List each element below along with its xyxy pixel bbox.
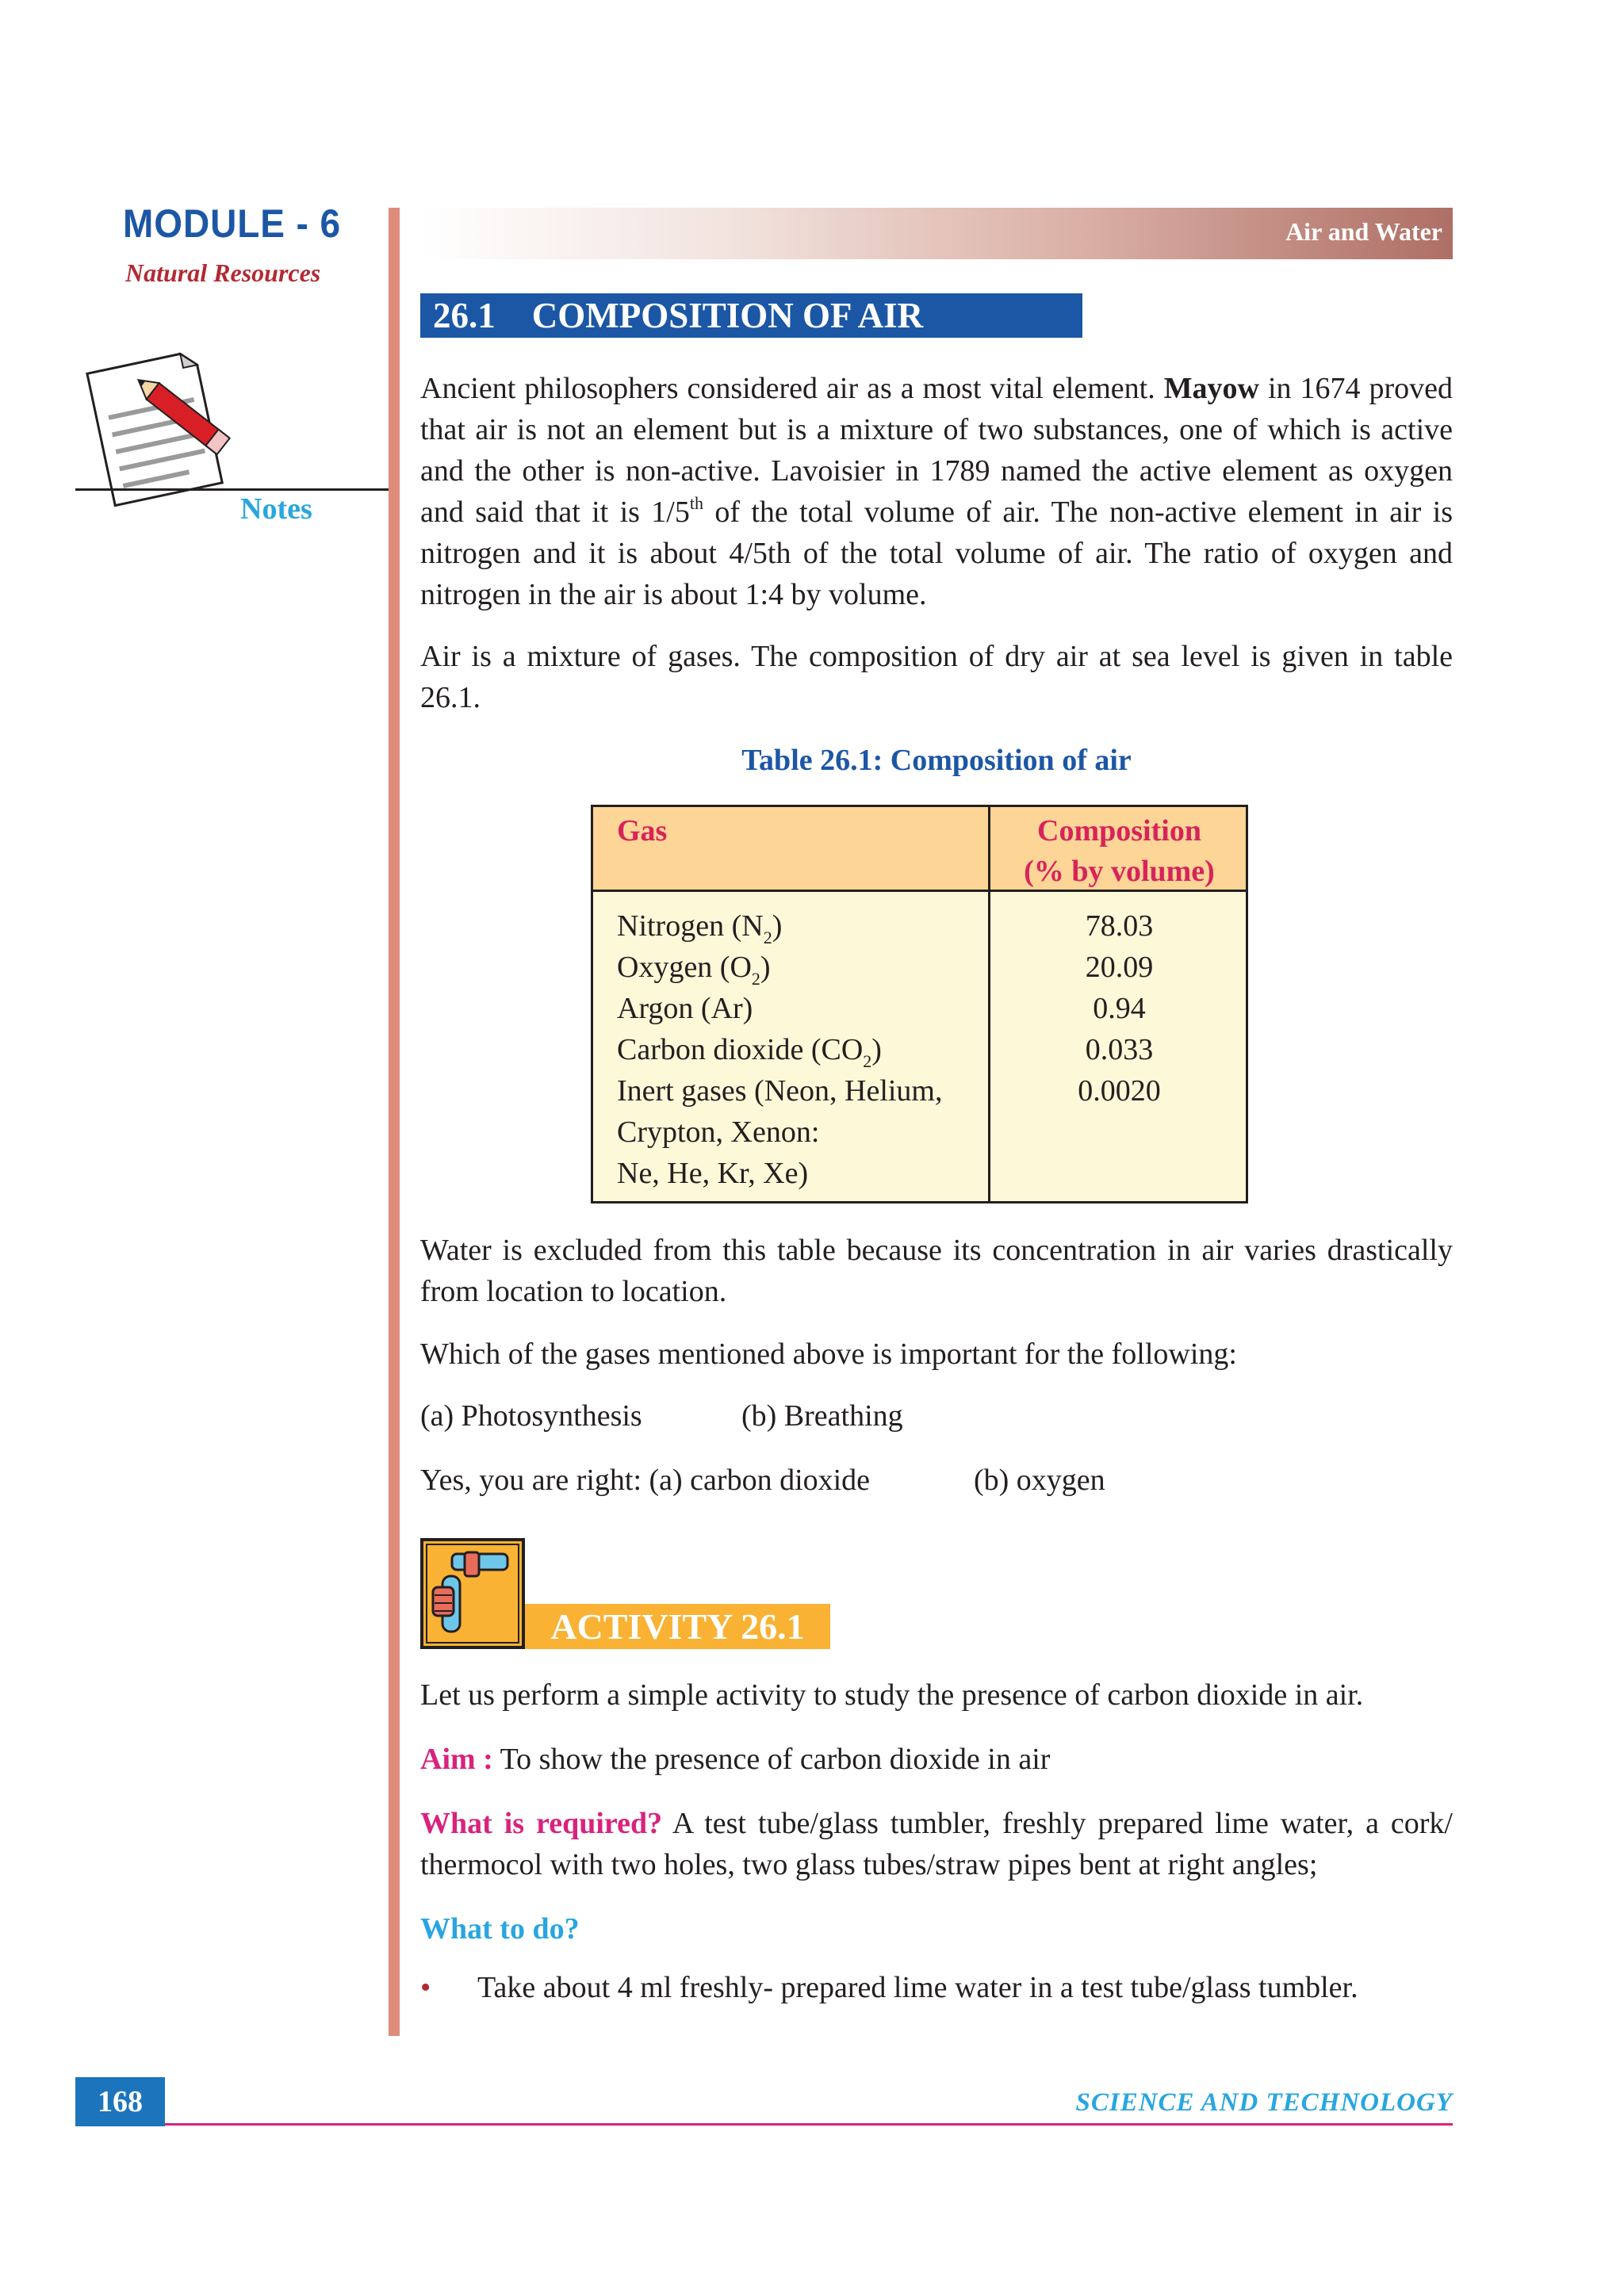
table-header-row <box>593 807 1246 892</box>
table-row-gas: Inert gases (Neon, Helium, <box>617 1074 943 1108</box>
margin-divider <box>389 208 400 2036</box>
header-composition: Composition (% by volume) <box>1024 814 1215 888</box>
table-row-gas: Nitrogen $(N_2)$ <box>617 909 783 947</box>
bullet-item: Take about 4 ml freshly- prepared lime water in a test tube/glass tumbler. <box>477 1971 1358 2004</box>
table-row-value: 0.033 <box>1085 1033 1154 1066</box>
notes-pencil-icon <box>75 329 242 511</box>
section-heading <box>420 293 1082 338</box>
answer-b: (b) oxygen <box>974 1464 1105 1497</box>
table-row-value: 0.94 <box>1093 992 1146 1025</box>
activity-intro: Let us perform a simple activity to study the presence of carbon dioxide in air. <box>420 1678 1364 1712</box>
activity-hand-testtube-icon <box>420 1538 525 1649</box>
table-row-value: 20.09 <box>1085 951 1154 984</box>
what-to-do-label: What to do? <box>420 1912 580 1946</box>
question-text: Which of the gases mentioned above is important for the following: <box>420 1337 1237 1371</box>
module-subtitle: Natural Resources <box>125 258 321 287</box>
section-title: COMPOSITION OF AIR <box>531 296 924 335</box>
answer-a: Yes, you are right: (a) carbon dioxide <box>420 1464 871 1497</box>
module-title: MODULE - 6 <box>123 201 341 246</box>
notes-rule <box>75 488 389 491</box>
aim-label: Aim : <box>420 1743 493 1776</box>
table-row-gas: Crypton, Xenon: <box>617 1115 820 1149</box>
footer-rule <box>165 2123 1453 2126</box>
chapter-title: Air and Water <box>1285 217 1442 246</box>
composition-table <box>591 805 1248 1203</box>
chapter-header <box>420 208 1453 259</box>
activity-title: ACTIVITY 26.1 <box>525 1604 830 1649</box>
bullet-marker: • <box>420 1971 431 2004</box>
book-title: SCIENCE AND TECHNOLOGY <box>1075 2088 1453 2117</box>
table-row-gas: Ne, He, Kr, Xe) <box>617 1157 809 1190</box>
table-caption: Table 26.1: Composition of air <box>741 744 1132 777</box>
table-row-value: 0.0020 <box>1078 1074 1161 1108</box>
table-row-gas: Oxygen $(O_2)$ <box>617 951 771 989</box>
section-number: 26.1 <box>433 296 496 335</box>
paragraph-water-note: Water is excluded from this table because its concentration in air varies drastically from location to location. <box>420 1234 1453 1308</box>
paragraph-mixture: Air is a mixture of gases. The composition of dry air at sea level is given in table 26.1. <box>420 640 1453 714</box>
option-a: (a) Photosynthesis <box>420 1399 642 1433</box>
name-mayow: Mayow <box>1163 372 1259 405</box>
paragraph-intro: Ancient philosophers considered air as a most vital element. Mayow in 1674 proved that air is not an element but is a mixture of two substances, one of which is active and the other is non-active. Lavoisier in 1789 named the active element as oxygen and said that it is 1/5th of the total volume of air. The non-active element in air is nitrogen and it is about 4/5th of the total volume of air. The ratio of oxygen and nitrogen in the air is about 1:4 by volume. <box>420 372 1454 611</box>
page-number: 168 <box>75 2077 165 2126</box>
table-row-value: 78.03 <box>1085 909 1154 943</box>
activity-requirements: What is required? A test tube/glass tumbler, freshly prepared lime water, a cork/ thermocol with two holes, two glass tubes/straw pipes bent at right angles; <box>420 1807 1453 1881</box>
activity-aim: Aim : To show the presence of carbon dioxide in air <box>420 1743 1051 1776</box>
notes-label: Notes <box>240 492 312 526</box>
header-gas: Gas <box>617 814 668 848</box>
table-row-gas: Argon (Ar) <box>617 992 753 1025</box>
requirements-label: What is required? <box>420 1807 663 1840</box>
table-row-gas: Carbon dioxide $(CO_2)$ <box>617 1033 882 1071</box>
option-b: (b) Breathing <box>741 1399 903 1433</box>
